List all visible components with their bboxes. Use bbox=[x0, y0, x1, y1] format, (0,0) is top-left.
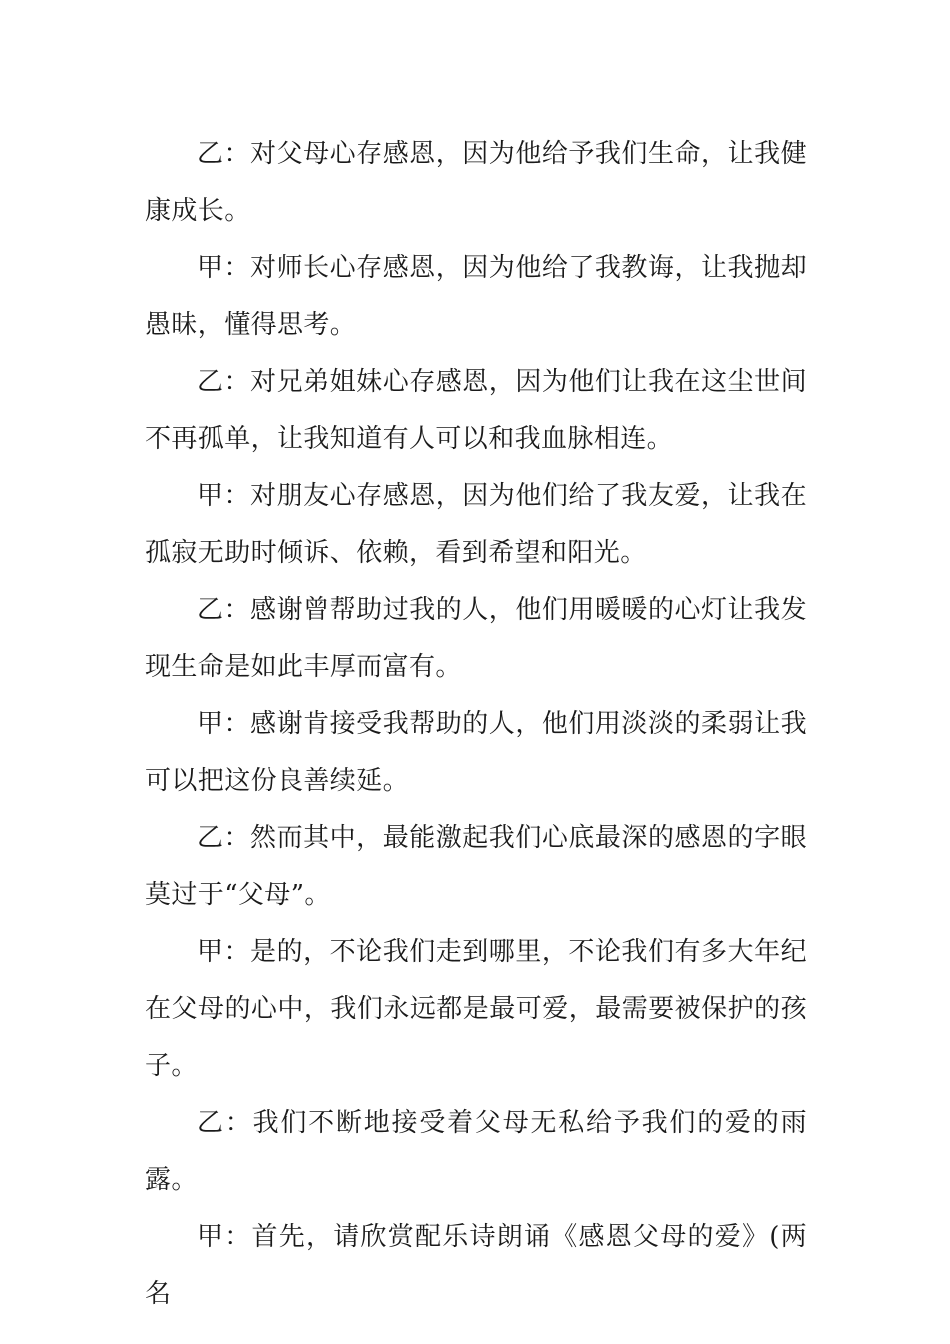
dialogue-paragraph: 甲：首先，请欣赏配乐诗朗诵《感恩父母的爱》(两名 bbox=[145, 1222, 807, 1309]
dialogue-paragraph: 甲：对师长心存感恩，因为他给了我教诲，让我抛却愚昧，懂得思考。 bbox=[145, 253, 807, 340]
document-body bbox=[145, 126, 807, 1323]
dialogue-paragraph: 乙：对兄弟姐妹心存感恩，因为他们让我在这尘世间不再孤单，让我知道有人可以和我血脉相连。 bbox=[145, 367, 807, 454]
dialogue-paragraph: 乙：感谢曾帮助过我的人，他们用暖暖的心灯让我发现生命是如此丰厚而富有。 bbox=[145, 595, 807, 682]
dialogue-paragraph: 乙：对父母心存感恩，因为他给予我们生命，让我健康成长。 bbox=[145, 139, 807, 226]
dialogue-paragraph: 乙：我们不断地接受着父母无私给予我们的爱的雨露。 bbox=[145, 1108, 807, 1195]
dialogue-paragraph: 甲：对朋友心存感恩，因为他们给了我友爱，让我在孤寂无助时倾诉、依赖，看到希望和阳光。 bbox=[145, 481, 807, 568]
dialogue-paragraph: 甲：感谢肯接受我帮助的人，他们用淡淡的柔弱让我可以把这份良善续延。 bbox=[145, 709, 807, 796]
dialogue-paragraph: 甲：是的，不论我们走到哪里，不论我们有多大年纪在父母的心中，我们永远都是最可爱，最需要被保护的孩子。 bbox=[145, 937, 807, 1081]
dialogue-paragraph: 乙：然而其中，最能激起我们心底最深的感恩的字眼莫过于“父母”。 bbox=[145, 823, 807, 910]
